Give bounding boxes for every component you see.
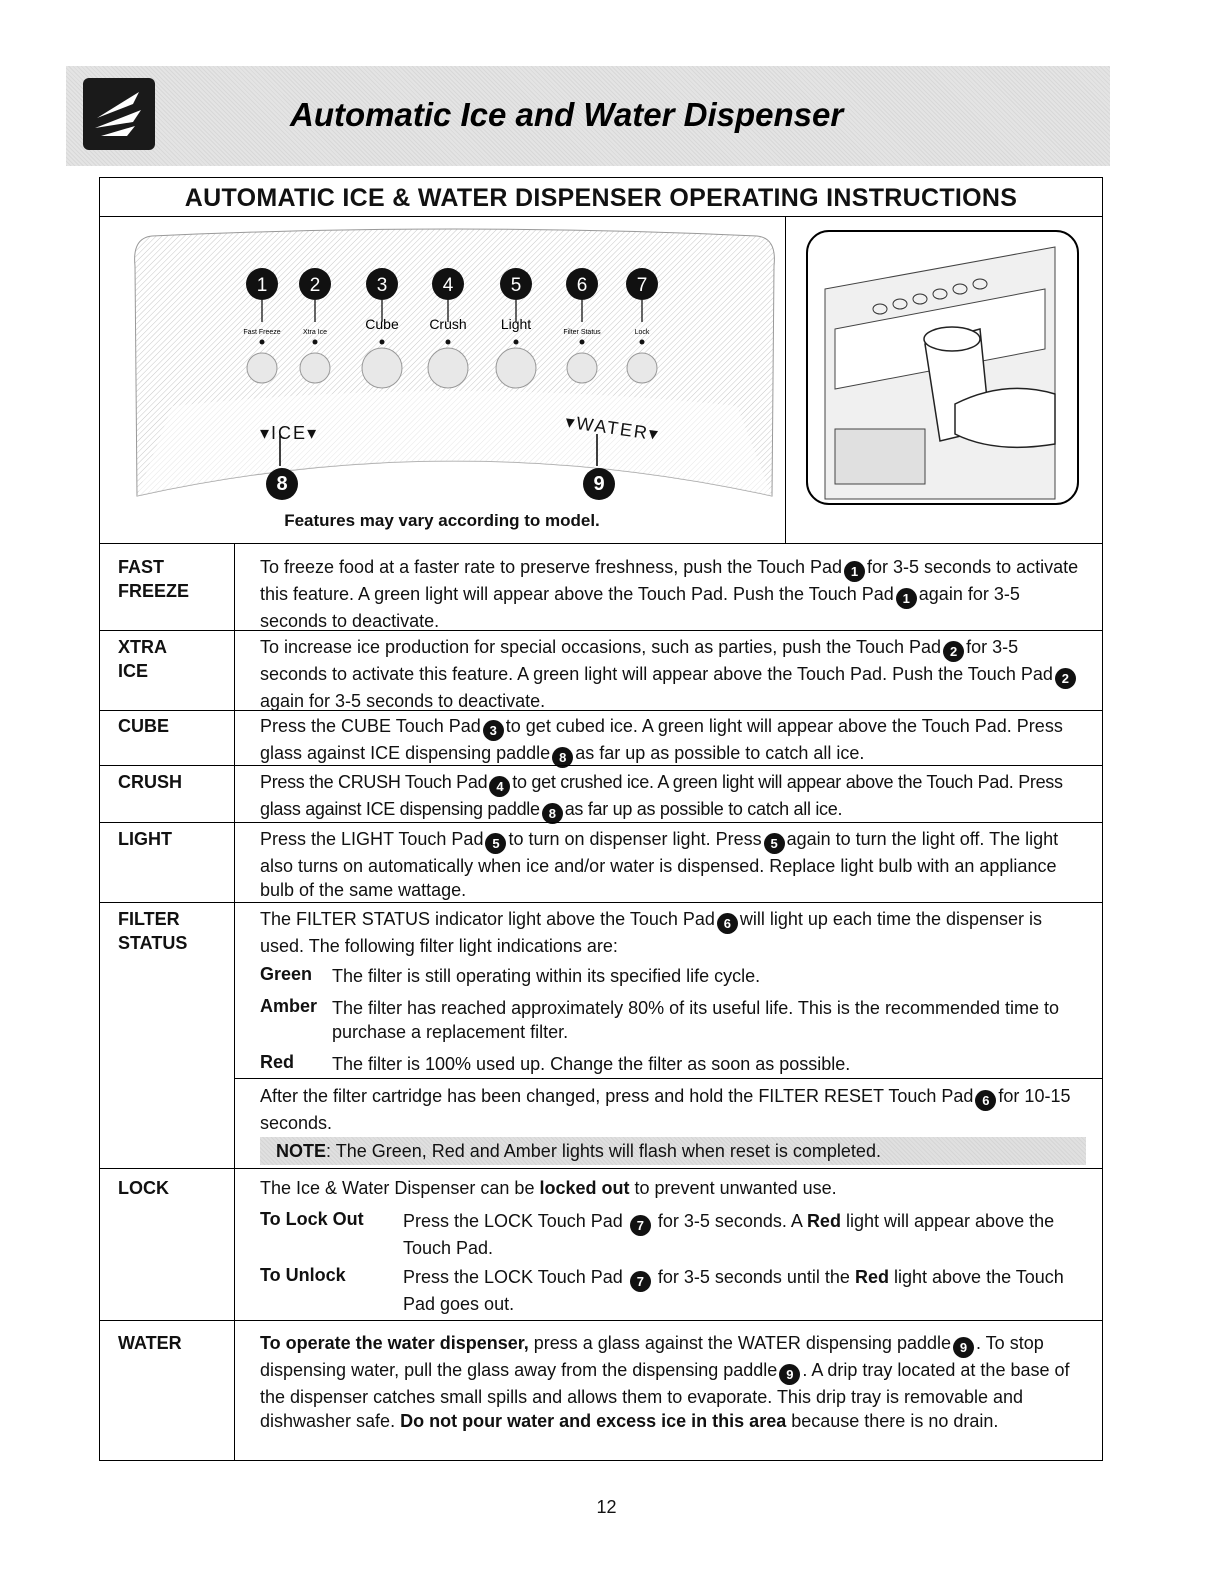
label-column-divider [234,544,235,1461]
touch-pad-button [567,353,597,383]
pad-number: 6 [576,275,588,296]
pad-label: Filter Status [563,329,601,336]
pad-3-callout: 3 [483,720,504,741]
figure-divider [785,216,786,544]
pad-2-callout: 2 [943,641,964,662]
pad-label: Crush [429,316,467,332]
paddle-8-callout: 8 [552,747,573,768]
pad-2-callout: 2 [1055,668,1076,689]
touch-pad-button [428,348,468,388]
figure-caption: Features may vary according to model. [284,511,600,530]
amber-key: Amber [260,996,318,1016]
touch-pad-button [247,353,277,383]
paddle-9-callout: 9 [953,1337,974,1358]
cube-text: Press the CUBE Touch Pad 3 to get cubed ice. A green light will appear above the Touch Pad. Press glass against ICE dispensing paddle 8 as far up as possible to catch all ice. [260,714,1086,768]
ice-paddle-label: ▾ICE▾ [260,423,319,443]
fast-freeze-text: To freeze food at a faster rate to preserve freshness, push the Touch Pad 1 for 3-5 seconds to activate this feature. A green light will appear above the Touch Pad. Push the Touch Pad 1 again for 3-5 seconds to deactivate. [260,557,1079,631]
row-divider [99,710,1103,711]
pad-number: 5 [510,275,522,296]
crush-label: CRUSH [118,772,183,792]
indicator-light [260,340,265,345]
pad-label: Light [500,316,532,332]
pad-1-callout: 1 [844,561,865,582]
pad-number: 7 [636,275,648,296]
reset-note: NOTE: The Green, Red and Amber lights will flash when reset is completed. [260,1137,1086,1165]
amber-description: The filter has reached approximately 80% of its useful life. This is the recommended time to purchase a replacement filter. [332,998,1060,1042]
red-description: The filter is 100% used up. Change the filter as soon as possible. [332,1054,851,1074]
paddle-9-callout: 9 [583,468,615,500]
row-divider [99,630,1103,631]
indicator-light [580,340,585,345]
filter-reset-text: After the filter cartridge has been changed, press and hold the FILTER RESET Touch Pad 6 for 10-15 seconds. [260,1086,1071,1133]
row-divider [99,822,1103,823]
pad-7-callout: 7 [630,1271,651,1292]
pad-7-callout: 7 [630,1215,651,1236]
page-number: 12 [596,1497,617,1517]
paddle-8-callout: 8 [542,803,563,824]
pad-5-callout: 5 [764,833,785,854]
control-panel-diagram [132,226,777,510]
pad-label: Lock [634,329,650,336]
pad-number: 4 [442,275,454,296]
pad-6-callout: 6 [717,913,738,934]
indicator-light [313,340,318,345]
crush-text: Press the CRUSH Touch Pad 4 to get crushed ice. A green light will appear above the Touch Pad. Press glass against ICE dispensing paddle 8 as far up as possible to catch all ice. [260,770,1086,824]
lock-intro: The Ice & Water Dispenser can be locked out to prevent unwanted use. [260,1178,837,1198]
row-divider [99,902,1103,903]
pad-5-callout: 5 [485,833,506,854]
water-label: WATER [118,1333,182,1353]
unlock-text: Press the LOCK Touch Pad 7 for 3-5 seconds until the Red light above the Touch Pad goes out. [403,1267,1064,1314]
row-divider [99,765,1103,766]
light-text: Press the LIGHT Touch Pad 5 to turn on dispenser light. Press 5 again to turn the light off. The light also turns on automatically when ice and/or water is dispensed. Replace light bulb with an appliance bulb of the same wattage. [260,829,1059,900]
row-divider [99,1320,1103,1321]
pad-6-callout: 6 [975,1090,996,1111]
filter-status-text: The FILTER STATUS indicator light above the Touch Pad 6 will light up each time the dispenser is used. The following filter light indications are: [260,909,1043,956]
lock-label: LOCK [118,1178,169,1198]
pad-number: 3 [376,275,388,296]
water-paddle-label: ▾WATER▾ [564,411,662,445]
pad-label: Fast Freeze [243,329,281,336]
water-text: To operate the water dispenser, press a glass against the WATER dispensing paddle 9 . To stop dispensing water, pull the glass away from the dispensing paddle 9 . A drip tray located at the base of the dispenser catches small spills and allows them to evaporate. This drip tray is removable and dishwasher safe. Do not pour water and excess ice in this area because there is no drain. [260,1333,1070,1431]
green-key: Green [260,964,313,984]
touch-pad-button [496,348,536,388]
touch-pad-button [300,353,330,383]
pad-4-callout: 4 [489,776,510,797]
dispenser-illustration [805,229,1080,506]
filter-reset-divider [234,1078,1103,1079]
indicator-light [514,340,519,345]
lock-out-key: To Lock Out [260,1209,364,1229]
unlock-key: To Unlock [260,1265,346,1285]
pad-1-callout: 1 [896,588,917,609]
pad-label: Xtra Ice [302,329,328,336]
section-title: AUTOMATIC ICE & WATER DISPENSER OPERATING INSTRUCTIONS [99,177,1103,217]
touch-pad-button [627,353,657,383]
filter-status-label: FILTER STATUS [118,909,188,953]
row-divider [99,1168,1103,1169]
xtra-ice-label: XTRA ICE [118,637,167,681]
red-key: Red [260,1052,295,1072]
pad-number: 2 [309,275,321,296]
pad-number: 1 [256,275,268,296]
indicator-light [640,340,645,345]
indicator-light [380,340,385,345]
xtra-ice-text: To increase ice production for special occasions, such as parties, push the Touch Pad 2 for 3-5 seconds to activate this feature. A green light will appear above the Touch Pad. Push the Touch Pad 2again for 3-5 seconds to deactivate. [260,635,1086,713]
fast-freeze-label: FAST FREEZE [118,557,190,601]
indicator-light [446,340,451,345]
paddle-9-callout: 9 [779,1364,800,1385]
light-label: LIGHT [118,829,172,849]
green-description: The filter is still operating within its specified life cycle. [332,966,761,986]
lock-out-text: Press the LOCK Touch Pad 7 for 3-5 seconds. A Red light will appear above the Touch Pad. [403,1211,1055,1258]
pad-label: Cube [365,316,399,332]
touch-pad-button [362,348,402,388]
ice-water-logo-icon [83,78,155,150]
paddle-8-callout: 8 [266,468,298,500]
page-title: Automatic Ice and Water Dispenser [290,96,844,133]
cube-label: CUBE [118,716,170,736]
